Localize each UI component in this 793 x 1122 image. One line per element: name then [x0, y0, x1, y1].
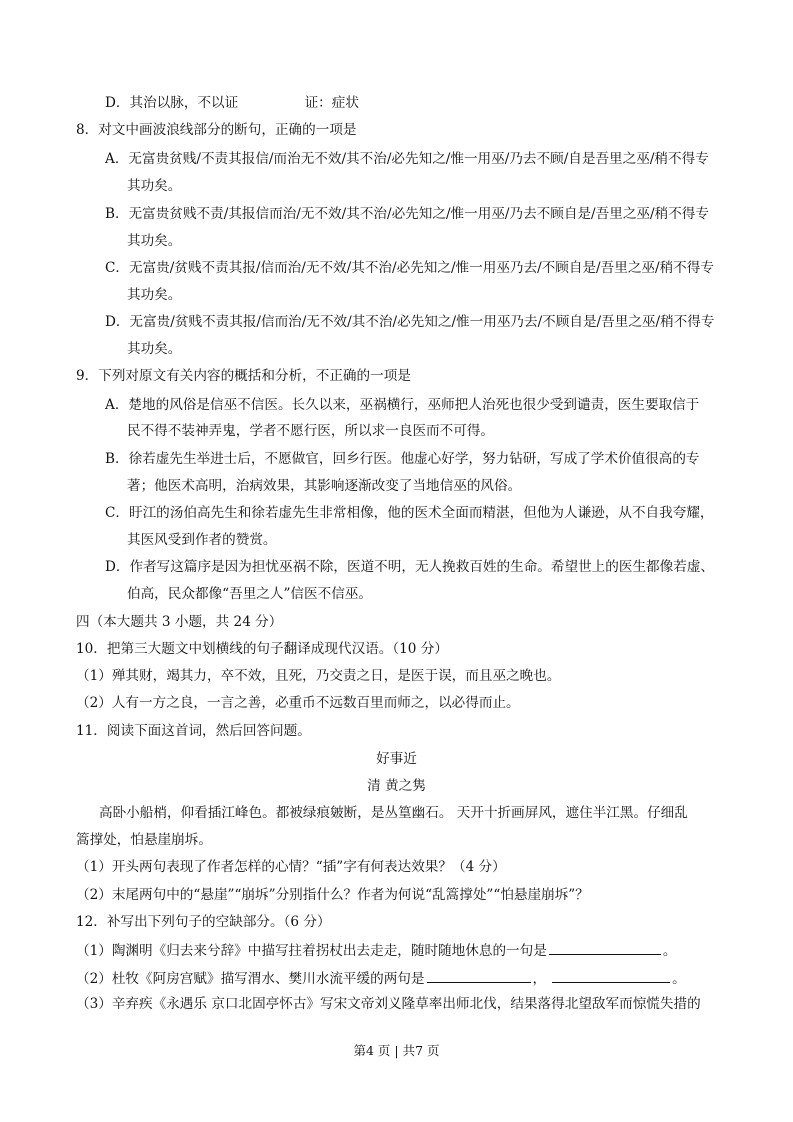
q9-option-d-line1: D．作者写这篇序是因为担忧巫祸不除，医道不明，无人挽救百姓的生命。希望世上的医生都像若虚、: [105, 559, 715, 575]
q11-stem: 11．阅读下面这首词，然后回答问题。: [76, 723, 311, 739]
section4-heading: 四（本大题共 3 小题，共 24 分）: [76, 614, 283, 630]
q8-option-a-line1: A．无富贵贫贱/不责其报信/而治无不效/其不治/必先知之/惟一用巫/乃去不顾/自是吾里之巫/稍不得专: [105, 151, 709, 167]
q9-option-b-line2: 著；他医术高明，治病效果，其影响逐渐改变了当地信巫的风俗。: [127, 478, 522, 494]
q12-item-1-text: （1）陶渊明《归去来兮辞》中描写拄着拐杖出去走走，随时随地休息的一句是: [76, 943, 547, 959]
q8-option-b-line2: 其功矣。: [127, 233, 182, 249]
q7-option-d-gloss: 证：症状: [304, 95, 359, 111]
q8-option-c-line2: 其功矣。: [127, 287, 182, 303]
q12-item-1-end: 。: [662, 943, 677, 959]
q9-option-d-line2: 伯高，民众都像“吾里之人”信医不信巫。: [127, 586, 372, 602]
q7-option-d: [105, 94, 359, 112]
q8-option-a-line2: 其功矣。: [127, 178, 182, 194]
q9-stem: 9．下列对原文有关内容的概括和分析，不正确的一项是: [76, 368, 411, 384]
q12-stem: 12．补写出下列句子的空缺部分。（6 分）: [76, 914, 331, 930]
q9-option-a-line1: A．楚地的风俗是信巫不信医。长久以来，巫祸横行，巫师把人治死也很少受到谴责，医生要取信于: [105, 397, 700, 413]
q9-option-a-line2: 民不得不装神弄鬼，学者不愿行医，所以求一良医而不可得。: [127, 423, 495, 439]
q12-item-1: [76, 940, 676, 960]
q11-question-2: （2）末尾两句中的“悬崖”“崩坼”分别指什么？作者为何说“乱篙撑处”“怕悬崖崩坼”？: [76, 887, 589, 903]
q8-stem: 8．对文中画波浪线部分的断句，正确的一项是: [76, 122, 357, 138]
answer-blank[interactable]: [552, 968, 670, 983]
q11-question-1: （1）开头两句表现了作者怎样的心情？“插”字有何表达效果？（4 分）: [76, 859, 506, 875]
q7-option-d-text: D．其治以脉，不以证: [105, 95, 239, 111]
q10-item-1: （1）殚其财，竭其力，卒不效，且死，乃交责之日，是医于误，而且巫之晚也。: [76, 668, 561, 684]
q10-item-2: （2）人有一方之良，一言之善，必重币不远数百里而师之，以必得而止。: [76, 695, 520, 711]
poem-line-1: 高卧小船梢，仰看插江峰色。都被绿痕皴断，是丛篁幽石。 天开十折画屏风，遮住半江黑。仔细乱: [99, 805, 688, 821]
q9-option-b-line1: B．徐若虚先生举进士后，不愿做官，回乡行医。他虚心好学，努力钻研，写成了学术价值很高的专: [105, 451, 700, 467]
poem-author: 清 黄之隽: [367, 778, 426, 794]
q12-item-3: （3）辛弃疾《永遇乐 京口北固亭怀古》写宋文帝刘义隆草率出师北伐，结果落得北望敌军而惊慌失措的: [76, 996, 701, 1012]
q12-item-2-mid: ，: [532, 971, 547, 987]
page-footer: 第4 页 | 共7 页: [353, 1043, 440, 1058]
poem-title: 好事近: [376, 751, 417, 767]
poem-line-2: 篙撑处，怕悬崖崩坼。: [76, 832, 212, 848]
answer-blank[interactable]: [427, 968, 531, 983]
q8-option-d-line1: D．无富贵/贫贱不责其报/信而治/无不效/其不治/必先知之/惟一用巫乃去/不顾自是/吾里之巫/稍不得专: [105, 314, 715, 330]
q8-option-d-line2: 其功矣。: [127, 341, 182, 357]
q10-stem: 10．把第三大题文中划横线的句子翻译成现代汉语。（10 分）: [76, 641, 448, 657]
q12-item-2: [76, 968, 686, 988]
q12-item-2-text: （2）杜牧《阿房宫赋》描写渭水、樊川水流平缓的两句是: [76, 971, 425, 987]
q9-option-c-line2: 其医风受到作者的赞赏。: [127, 532, 277, 548]
q12-item-2-end: 。: [672, 971, 686, 987]
answer-blank[interactable]: [549, 940, 661, 955]
q9-option-c-line1: C．盱江的汤伯高先生和徐若虚先生非常相像，他的医术全面而精湛，但他为人谦逊，从不自我夸耀，: [105, 505, 714, 521]
q8-option-b-line1: B．无富贵贫贱不责/其报信而治/无不效/其不治/必先知之/惟一用巫/乃去不顾自是/吾里之巫/稍不得专: [105, 206, 709, 222]
q8-option-c-line1: C．无富贵/贫贱不责其报/信而治/无不效/其不治/必先知之/惟一用巫乃去/不顾自是/吾里之巫/稍不得专: [105, 260, 714, 276]
